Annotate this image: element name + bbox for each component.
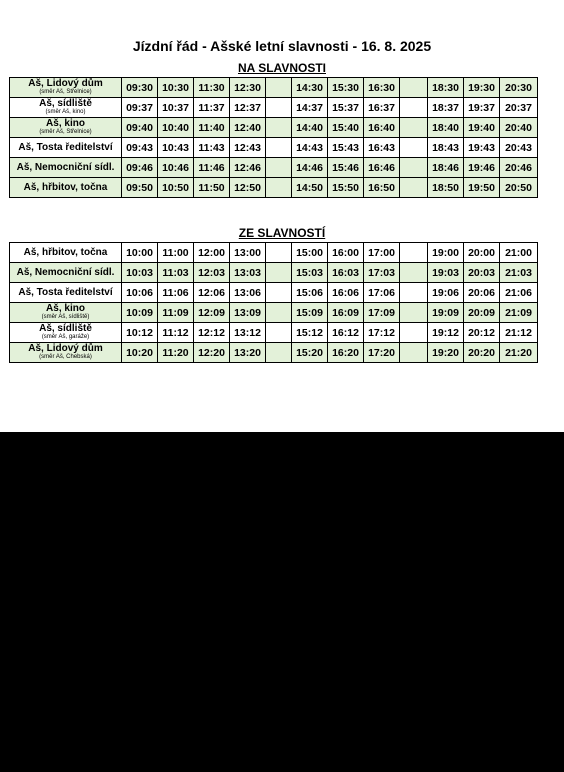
table-row bbox=[10, 243, 538, 263]
departure-time-cell: 15:09 bbox=[292, 303, 328, 323]
empty-cell bbox=[400, 283, 428, 303]
departure-time-cell: 20:06 bbox=[464, 283, 500, 303]
section-heading-from-festival: ZE SLAVNOSTÍ bbox=[238, 226, 326, 240]
departure-time-cell: 15:40 bbox=[328, 118, 364, 138]
departure-time-cell: 14:46 bbox=[292, 158, 328, 178]
departure-time-cell: 19:40 bbox=[464, 118, 500, 138]
stop-direction-note: (směr Aš, kino) bbox=[45, 109, 86, 115]
departure-time-cell: 14:30 bbox=[292, 78, 328, 98]
departure-time-cell: 20:09 bbox=[464, 303, 500, 323]
table-row bbox=[10, 323, 538, 343]
departure-time-cell: 19:00 bbox=[428, 243, 464, 263]
stop-cell bbox=[10, 243, 122, 263]
empty-cell bbox=[266, 263, 292, 283]
departure-time-cell: 14:37 bbox=[292, 98, 328, 118]
stop-direction-note: (směr Aš, Střelnice) bbox=[39, 89, 92, 95]
table-row bbox=[10, 283, 538, 303]
table-row bbox=[10, 118, 538, 138]
departure-time-cell: 13:00 bbox=[230, 243, 266, 263]
stop-direction-note: (směr Aš, garáže) bbox=[41, 334, 90, 340]
departure-time-cell: 17:00 bbox=[364, 243, 400, 263]
departure-time-cell: 15:20 bbox=[292, 343, 328, 363]
departure-time-cell: 13:06 bbox=[230, 283, 266, 303]
empty-cell bbox=[400, 78, 428, 98]
departure-time-cell: 19:20 bbox=[428, 343, 464, 363]
departure-time-cell: 16:12 bbox=[328, 323, 364, 343]
departure-time-cell: 10:40 bbox=[158, 118, 194, 138]
departure-time-cell: 15:37 bbox=[328, 98, 364, 118]
timetable-from-festival bbox=[9, 242, 538, 363]
stop-name: Aš, hřbitov, točna bbox=[23, 181, 108, 193]
empty-cell bbox=[400, 138, 428, 158]
departure-time-cell: 16:46 bbox=[364, 158, 400, 178]
empty-cell bbox=[266, 323, 292, 343]
stop-direction-note: (směr Aš, Střelnice) bbox=[39, 129, 92, 135]
departure-time-cell: 15:30 bbox=[328, 78, 364, 98]
departure-time-cell: 16:00 bbox=[328, 243, 364, 263]
departure-time-cell: 12:40 bbox=[230, 118, 266, 138]
departure-time-cell: 12:06 bbox=[194, 283, 230, 303]
timetable-to-festival bbox=[9, 77, 538, 198]
table-row bbox=[10, 78, 538, 98]
departure-time-cell: 15:12 bbox=[292, 323, 328, 343]
departure-time-cell: 19:03 bbox=[428, 263, 464, 283]
stop-cell bbox=[10, 283, 122, 303]
stop-name: Aš, sídliště bbox=[39, 98, 92, 109]
departure-time-cell: 17:12 bbox=[364, 323, 400, 343]
departure-time-cell: 12:00 bbox=[194, 243, 230, 263]
stop-cell bbox=[10, 98, 122, 118]
departure-time-cell: 18:46 bbox=[428, 158, 464, 178]
departure-time-cell: 14:40 bbox=[292, 118, 328, 138]
empty-cell bbox=[266, 158, 292, 178]
departure-time-cell: 19:50 bbox=[464, 178, 500, 198]
departure-time-cell: 20:03 bbox=[464, 263, 500, 283]
table-row bbox=[10, 263, 538, 283]
departure-time-cell: 10:03 bbox=[122, 263, 158, 283]
departure-time-cell: 11:46 bbox=[194, 158, 230, 178]
departure-time-cell: 16:30 bbox=[364, 78, 400, 98]
departure-time-cell: 19:43 bbox=[464, 138, 500, 158]
departure-time-cell: 11:30 bbox=[194, 78, 230, 98]
departure-time-cell: 20:00 bbox=[464, 243, 500, 263]
departure-time-cell: 11:06 bbox=[158, 283, 194, 303]
departure-time-cell: 20:30 bbox=[500, 78, 538, 98]
empty-cell bbox=[400, 303, 428, 323]
section-heading-to-festival: NA SLAVNOSTI bbox=[237, 61, 326, 75]
departure-time-cell: 20:40 bbox=[500, 118, 538, 138]
stop-direction-note: (směr Aš, Chebská) bbox=[39, 354, 92, 360]
empty-cell bbox=[266, 243, 292, 263]
stop-cell bbox=[10, 118, 122, 138]
departure-time-cell: 12:03 bbox=[194, 263, 230, 283]
page-title: Jízdní řád - Ašské letní slavnosti - 16. 8. 2025 bbox=[132, 38, 432, 54]
stop-name: Aš, kino bbox=[46, 118, 85, 129]
empty-cell bbox=[266, 138, 292, 158]
stop-cell bbox=[10, 343, 122, 363]
departure-time-cell: 12:46 bbox=[230, 158, 266, 178]
departure-time-cell: 09:37 bbox=[122, 98, 158, 118]
departure-time-cell: 13:12 bbox=[230, 323, 266, 343]
departure-time-cell: 16:50 bbox=[364, 178, 400, 198]
departure-time-cell: 12:37 bbox=[230, 98, 266, 118]
table-row bbox=[10, 303, 538, 323]
departure-time-cell: 21:00 bbox=[500, 243, 538, 263]
departure-time-cell: 20:37 bbox=[500, 98, 538, 118]
departure-time-cell: 13:09 bbox=[230, 303, 266, 323]
departure-time-cell: 21:03 bbox=[500, 263, 538, 283]
departure-time-cell: 14:50 bbox=[292, 178, 328, 198]
departure-time-cell: 11:43 bbox=[194, 138, 230, 158]
departure-time-cell: 21:06 bbox=[500, 283, 538, 303]
departure-time-cell: 21:09 bbox=[500, 303, 538, 323]
departure-time-cell: 16:40 bbox=[364, 118, 400, 138]
departure-time-cell: 15:03 bbox=[292, 263, 328, 283]
empty-cell bbox=[400, 343, 428, 363]
departure-time-cell: 15:46 bbox=[328, 158, 364, 178]
departure-time-cell: 12:43 bbox=[230, 138, 266, 158]
departure-time-cell: 10:20 bbox=[122, 343, 158, 363]
departure-time-cell: 16:37 bbox=[364, 98, 400, 118]
departure-time-cell: 11:50 bbox=[194, 178, 230, 198]
departure-time-cell: 20:12 bbox=[464, 323, 500, 343]
departure-time-cell: 20:50 bbox=[500, 178, 538, 198]
empty-cell bbox=[400, 323, 428, 343]
departure-time-cell: 16:09 bbox=[328, 303, 364, 323]
departure-time-cell: 18:50 bbox=[428, 178, 464, 198]
departure-time-cell: 13:03 bbox=[230, 263, 266, 283]
empty-cell bbox=[266, 283, 292, 303]
table-row bbox=[10, 158, 538, 178]
departure-time-cell: 20:43 bbox=[500, 138, 538, 158]
departure-time-cell: 11:37 bbox=[194, 98, 230, 118]
empty-cell bbox=[266, 343, 292, 363]
departure-time-cell: 12:09 bbox=[194, 303, 230, 323]
departure-time-cell: 18:40 bbox=[428, 118, 464, 138]
departure-time-cell: 09:50 bbox=[122, 178, 158, 198]
stop-name: Aš, Tosta ředitelství bbox=[18, 141, 113, 153]
stop-name: Aš, sídliště bbox=[39, 323, 92, 334]
empty-cell bbox=[266, 118, 292, 138]
departure-time-cell: 11:40 bbox=[194, 118, 230, 138]
departure-time-cell: 20:46 bbox=[500, 158, 538, 178]
stop-cell bbox=[10, 178, 122, 198]
departure-time-cell: 19:30 bbox=[464, 78, 500, 98]
departure-time-cell: 12:20 bbox=[194, 343, 230, 363]
empty-cell bbox=[400, 243, 428, 263]
empty-cell bbox=[266, 98, 292, 118]
departure-time-cell: 10:06 bbox=[122, 283, 158, 303]
departure-time-cell: 15:43 bbox=[328, 138, 364, 158]
stop-cell bbox=[10, 78, 122, 98]
stop-cell bbox=[10, 323, 122, 343]
empty-cell bbox=[400, 158, 428, 178]
departure-time-cell: 20:20 bbox=[464, 343, 500, 363]
stop-name: Aš, kino bbox=[46, 303, 85, 314]
empty-cell bbox=[400, 178, 428, 198]
departure-time-cell: 09:40 bbox=[122, 118, 158, 138]
stop-name: Aš, Lidový dům bbox=[28, 343, 103, 354]
departure-time-cell: 09:46 bbox=[122, 158, 158, 178]
stop-cell bbox=[10, 303, 122, 323]
departure-time-cell: 19:46 bbox=[464, 158, 500, 178]
departure-time-cell: 10:50 bbox=[158, 178, 194, 198]
departure-time-cell: 17:06 bbox=[364, 283, 400, 303]
table-row bbox=[10, 98, 538, 118]
empty-cell bbox=[400, 263, 428, 283]
departure-time-cell: 18:37 bbox=[428, 98, 464, 118]
departure-time-cell: 10:46 bbox=[158, 158, 194, 178]
departure-time-cell: 09:43 bbox=[122, 138, 158, 158]
departure-time-cell: 12:50 bbox=[230, 178, 266, 198]
departure-time-cell: 19:37 bbox=[464, 98, 500, 118]
empty-cell bbox=[400, 98, 428, 118]
departure-time-cell: 12:30 bbox=[230, 78, 266, 98]
departure-time-cell: 17:20 bbox=[364, 343, 400, 363]
table-row bbox=[10, 343, 538, 363]
stop-name: Aš, Nemocniční sídl. bbox=[16, 161, 115, 173]
departure-time-cell: 15:50 bbox=[328, 178, 364, 198]
departure-time-cell: 11:00 bbox=[158, 243, 194, 263]
departure-time-cell: 11:20 bbox=[158, 343, 194, 363]
departure-time-cell: 19:12 bbox=[428, 323, 464, 343]
stop-direction-note: (směr Aš, sídliště) bbox=[41, 314, 90, 320]
stop-cell bbox=[10, 138, 122, 158]
empty-cell bbox=[400, 118, 428, 138]
departure-time-cell: 11:03 bbox=[158, 263, 194, 283]
departure-time-cell: 10:09 bbox=[122, 303, 158, 323]
departure-time-cell: 10:30 bbox=[158, 78, 194, 98]
departure-time-cell: 18:30 bbox=[428, 78, 464, 98]
empty-cell bbox=[266, 78, 292, 98]
departure-time-cell: 12:12 bbox=[194, 323, 230, 343]
departure-time-cell: 10:43 bbox=[158, 138, 194, 158]
departure-time-cell: 19:09 bbox=[428, 303, 464, 323]
stop-cell bbox=[10, 263, 122, 283]
departure-time-cell: 11:09 bbox=[158, 303, 194, 323]
departure-time-cell: 17:09 bbox=[364, 303, 400, 323]
table-row bbox=[10, 178, 538, 198]
stop-name: Aš, Nemocniční sídl. bbox=[16, 266, 115, 278]
stop-name: Aš, Lidový dům bbox=[28, 78, 103, 89]
departure-time-cell: 13:20 bbox=[230, 343, 266, 363]
departure-time-cell: 17:03 bbox=[364, 263, 400, 283]
departure-time-cell: 09:30 bbox=[122, 78, 158, 98]
empty-cell bbox=[266, 303, 292, 323]
departure-time-cell: 19:06 bbox=[428, 283, 464, 303]
departure-time-cell: 10:37 bbox=[158, 98, 194, 118]
departure-time-cell: 18:43 bbox=[428, 138, 464, 158]
departure-time-cell: 10:12 bbox=[122, 323, 158, 343]
departure-time-cell: 11:12 bbox=[158, 323, 194, 343]
stop-cell bbox=[10, 158, 122, 178]
table-row bbox=[10, 138, 538, 158]
departure-time-cell: 21:12 bbox=[500, 323, 538, 343]
departure-time-cell: 15:00 bbox=[292, 243, 328, 263]
departure-time-cell: 21:20 bbox=[500, 343, 538, 363]
empty-cell bbox=[266, 178, 292, 198]
departure-time-cell: 16:20 bbox=[328, 343, 364, 363]
departure-time-cell: 15:06 bbox=[292, 283, 328, 303]
departure-time-cell: 16:43 bbox=[364, 138, 400, 158]
stop-name: Aš, hřbitov, točna bbox=[23, 246, 108, 258]
departure-time-cell: 10:00 bbox=[122, 243, 158, 263]
departure-time-cell: 14:43 bbox=[292, 138, 328, 158]
departure-time-cell: 16:06 bbox=[328, 283, 364, 303]
stop-name: Aš, Tosta ředitelství bbox=[18, 286, 113, 298]
departure-time-cell: 16:03 bbox=[328, 263, 364, 283]
